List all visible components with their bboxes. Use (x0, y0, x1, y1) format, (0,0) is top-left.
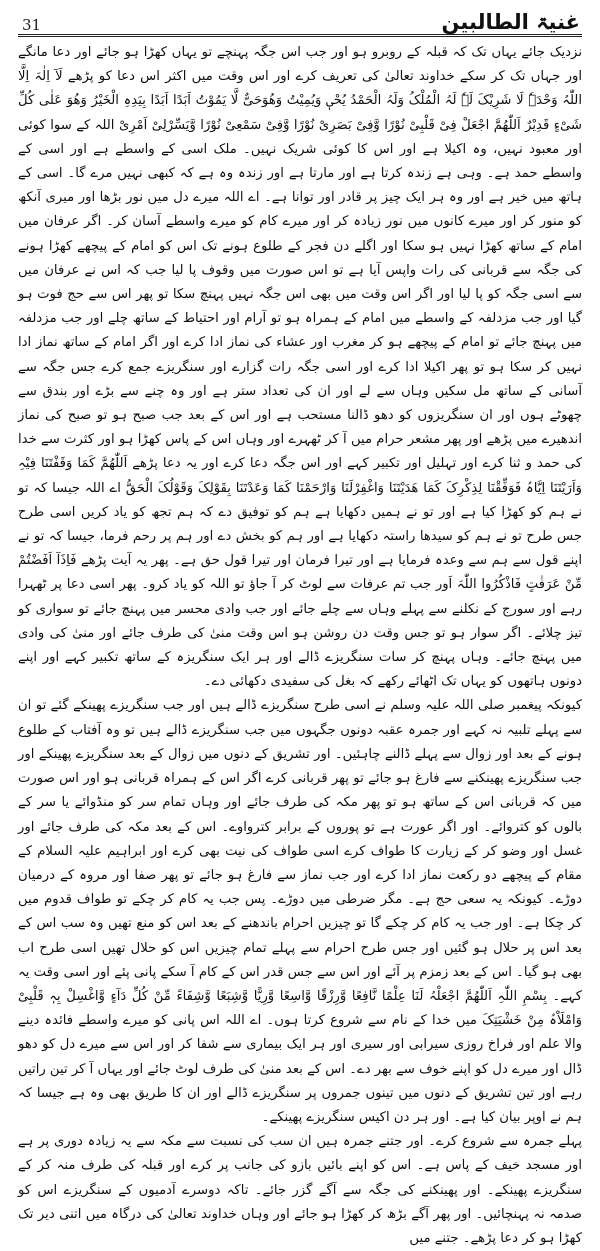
book-title: غنیۃ الطالبین (441, 10, 580, 34)
page-body (18, 41, 582, 1251)
paragraph: نزدیک جائے یہاں تک کہ قبلہ کے روبرو ہو اور جب اس جگہ پہنچے تو یہاں کھڑا ہو جائے اور دعا مانگے اور جہاں تک کر سکے خداوند تعالیٰ کی تعریف کرے اور اس وقت میں اکثر اس دعا کو پڑھے لَآ اِلٰہَ اِلَّا اللّٰہُ وَحْدَہٗ لَا شَرِیْکَ لَہٗ لَہُ الْمُلْکُ وَلَہُ الْحَمْدُ یُحْیٖ وَیُمِیْتُ وَھُوَحَیٌّ لَّا یَمُوْتُ اَبَدًا اَبَدًا بِیَدِہِ الْخَیْرُ وَھُوَ عَلٰی کُلِّ شَیْءٍ قَدِیْرٌ اَللّٰھُمَّ اجْعَلْ فِیْ قَلْبِیْ نُوْرًا وَّفِیْ بَصَرِیْ نُوْرًا وَّفِیْ سَمْعِیْ نُوْرًا وَّیَسِّرْلِیْ اَمْرِیْ اللہ کے سوا کوئی اور معبود نہیں، وہ اکیلا ہے اور اس کا کوئی شریک نہیں۔ ملک اسی کے واسطے ہے اور اسی کے واسطے حمد ہے۔ وہی ہے زندہ کرتا ہے اور مارتا ہے اور زندہ وہ ہے کہ کبھی نہیں مرے گا۔ اسی کے ہاتھ میں خیر ہے اور وہ ہر ایک چیز پر قادر اور توانا ہے۔ اے اللہ میرے دل میں نور بڑھا اور میری آنکھ کو منور کر اور میرے کانوں میں نور زیادہ کر اور میرے کام کو میرے واسطے آسان کر۔ اگر عرفان میں امام کے ساتھ کھڑا نہیں ہو سکا اور اگلے دن فجر کے طلوع ہونے تک اس کو امام کے پیچھے کھڑا ہونے کی جگہ سے قربانی کی رات واپس آیا ہے تو اس صورت میں وقوف پا لیا جب کہ اس نے عرفان میں سے اسی جگہ کو پا لیا اور اگر اس وقت میں بھی اس جگہ نہیں پہنچ سکا تو پھر اس سے حج فوت ہو گیا اور جب مزدلفہ کے واسطے میں امام کے ہمراہ ہو تو آرام اور احتیاط کے ساتھ چلے اور جب مزدلفہ میں پہنچ جائے تو امام کے پیچھے ہو کر مغرب اور عشاء کی نماز ادا کرے اور اگر امام کے ساتھ نماز ادا نہیں کر سکا ہو تو پھر اکیلا ادا کرے اور اسی جگہ رات گزارے اور سنگریزے جمع کرے جس جگہ سے آسانی کے ساتھ مل سکیں وہاں سے لے اور ان کی تعداد ستر ہے اور وہ چنے سے بڑے اور بندق سے چھوٹے ہوں اور ان سنگریزوں کو دھو ڈالنا مستحب ہے اور اس کے بعد جب صبح ہو تو صبح کی نماز اندھیرے میں پڑھے اور پھر مشعر حرام میں آ کر ٹھہرے اور وہاں اس کے پاس کھڑا ہو اور کثرت سے خدا کی حمد و ثنا کرے اور تہلیل اور تکبیر کہے اور اس جگہ دعا کرے اور یہ دعا پڑھے اَللّٰھُمَّ کَمَا وَقَفْتَنَا فِیْہِ وَاَرَیْتَنَا اِیَّاہُ فَوَفِّقْنَا لِذِکْرِکَ کَمَا ھَدَیْتَنَا وَاغْفِرْلَنَا وَارْحَمْنَا کَمَا وَعَدْتَنَا بِقَوْلِکَ وَقَوْلُکَ الْحَقُّ اے اللہ جیسا کہ تو نے ہم کو کھڑا کیا ہے اور تو نے ہمیں دکھایا ہے ہم کو توفیق دے کہ ہم تجھ کو یاد کریں اسی طرح جس طرح تو نے ہم کو سیدھا راستہ دکھایا ہے اور ہم کو بخش دے اور ہم پر رحم فرما، جیسا کہ تو نے اپنے قول سے ہم سے وعدہ فرمایا ہے اور تیرا فرمان اور تیرا قول حق ہے۔ پھر یہ آیت پڑھے فَاِذَآ اَفَضْتُمْ مِّنْ عَرَفٰتٍ فَاذْکُرُوا اللّٰہَ اَور جب تم عرفات سے لوٹ کر آ جاؤ تو اللہ کو یاد کرو۔ پھر اسی دعا پر ٹھہرا رہے اور سورج کے نکلنے سے پہلے وہاں سے چلے جائے اور جب وادی محسر میں پہنچ جائے تو سواری کو تیز چلائے۔ اگر سوار ہو تو جس وقت دن روشن ہو اس وقت منیٰ کی طرف جائے اور منیٰ کی وادی میں پہنچ جائے۔ وہاں پہنچ کر سات سنگریزے ڈالے اور ہر ایک سنگریزہ کے ساتھ تکبیر کہے اور اپنے دونوں ہاتھوں کو یہاں تک اٹھائے رکھے کہ بغل کی سفیدی دکھائی دے۔ (18, 45, 582, 690)
paragraph: پہلے جمرہ سے شروع کرے۔ اور جتنے جمرہ ہیں ان سب کی نسبت سے مکہ سے یہ زیادہ دوری پر ہے اور مسجد خیف کے پاس ہے۔ اس کو اپنے بائیں بازو کی جانب پر کرے اور قبلہ کی طرف منہ کر کے سنگریزے پھینکے۔ اور پھینکنے کی جگہ سے آگے گزر جائے۔ تاکہ دوسرے آدمیوں کے سنگریزے اس کو صدمہ نہ پہنچائیں۔ اور پھر آگے بڑھ کر کھڑا ہو جائے اور وہاں خداوند تعالیٰ کی درگاہ میں اتنی دیر تک کھڑا ہو کر دعا پڑھے۔ جتنے میں (18, 1134, 582, 1246)
page-header (18, 6, 582, 37)
paragraph: کیونکہ پیغمبر صلی اللہ علیہ وسلم نے اسی طرح سنگریزے ڈالے ہیں اور جب سنگریزے پھینکے گئے تو ان سے پہلے تلبیہ نہ کہے اور جمرہ عقبہ دونوں جگہوں میں جب سنگریزے ڈالے ہیں تو وہ آفتاب کے طلوع ہونے کے بعد اور زوال سے پہلے ڈالنے چاہئیں۔ اور تشریق کے دنوں میں زوال کے بعد سنگریزے پھینکے اور جب سنگریزے پھینکنے سے فارغ ہو جائے تو پھر قربانی کرے اگر اس کے ہمراہ قربانی ہو اور اس صورت میں کہ قربانی اس کے ساتھ ہو تو پھر مکہ کی طرف جائے اور وہاں تمام سر کو منڈوائے یا سر کے بالوں کو کتروائے۔ اور اگر عورت ہے تو پوروں کے برابر کترواوے۔ اس کے بعد مکہ کی طرف جائے اور غسل اور وضو کر کے زیارت کا طواف کرے اسی طواف کی نیت بھی کرے اور ابراہیم علیہ السلام کے مقام کے پیچھے دو رکعت نماز ادا کرے اور جب نماز سے فارغ ہو جائے تو پھر صفا اور مروہ کے درمیان دوڑے۔ کیونکہ یہ سعی حج ہے۔ مگر ضرطی میں دوڑے۔ پس جب یہ کام کر چکے تو طواف قدوم میں کر چکا ہے۔ اور جب یہ کام کر چکے گا تو چیزیں احرام باندھنے کے بعد اس کو منع تھیں وہ سب اس کے بعد اس پر حلال ہو گئیں اور جس طرح احرام سے پہلے تمام چیزیں اس کو حلال تھیں اسی طرح اب بھی ہو گیا۔ اس کے بعد زمزم پر آئے اور اس سے جس قدر اس کے کام آ سکے پانی پئے اور اسی وقت یہ کہے۔ بِسْمِ اللّٰہِ اَللّٰھُمَّ اجْعَلْہُ لَنَا عِلْمًا نَّافِعًا وَّرِزْقًا وَّاسِعًا وَّرِیًّا وَّشِبَعًا وَّشِفَاءً مِّنْ کُلِّ دَآءٍ وَّاغْسِلْ بِہٖ قَلْبِیْ وَامْلَاْہُ مِنْ خَشْیَتِکَ میں خدا کے نام سے شروع کرتا ہوں۔ اے اللہ اس پانی کو میرے واسطے فائدہ دینے والا علم اور فراخ روزی سیرابی اور سیری اور ہر ایک بیماری سے شفا کر اور اس سے میرے دل کو دھو ڈال اور میرے دل کو اپنے خوف سے بھر دے۔ اس کے بعد منیٰ کی طرف لوٹ جائے اور یہاں آ کر تین راتیں رہے اور تین تشریق کے دنوں میں تینوں جمروں پر سنگریزے ڈالے اور ان کا طریق بھی وہ ہے جیسا کہ ہم نے اوپر بیان کیا ہے۔ اور ہر دن اکیس سنگریزے پھینکے۔ (18, 698, 582, 1125)
page-number: 31 (22, 16, 42, 34)
